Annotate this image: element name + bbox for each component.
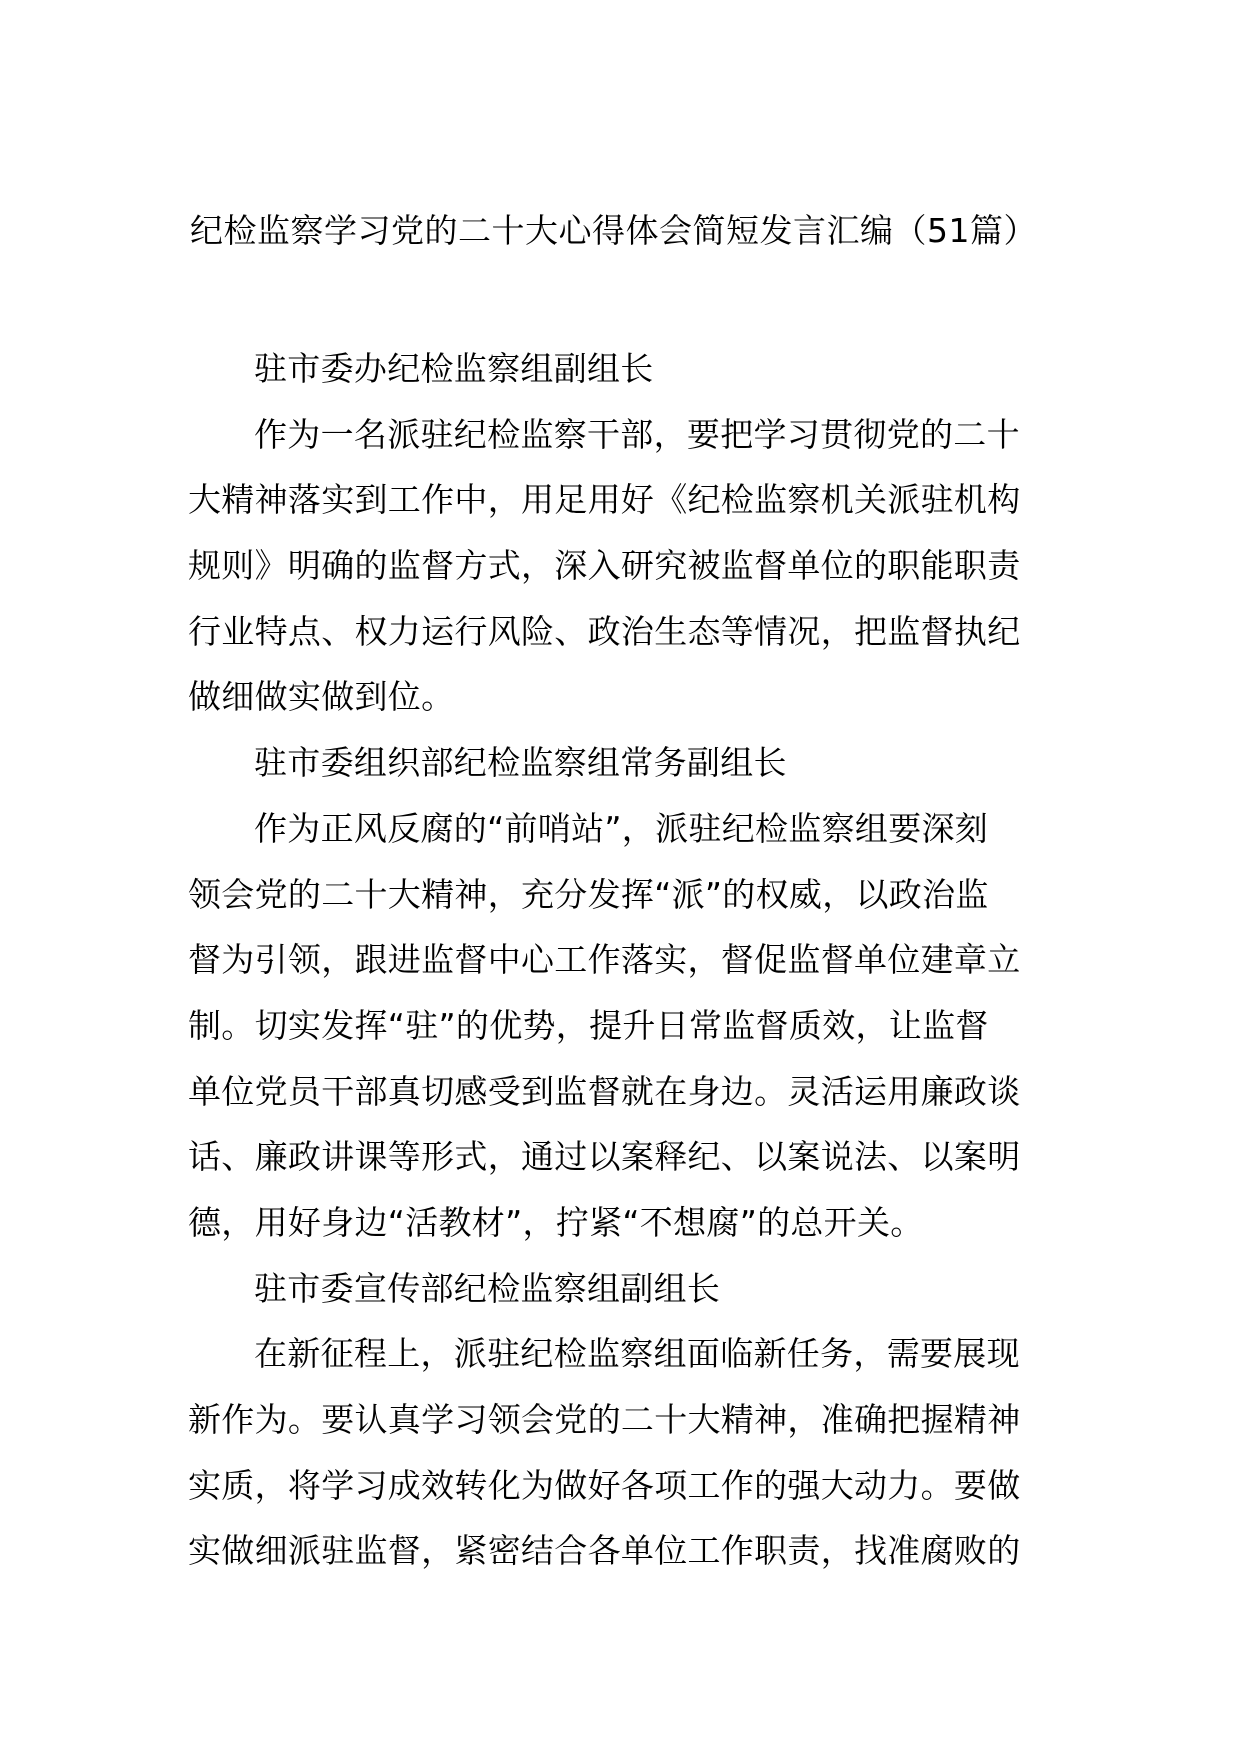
paragraph-line: 德，用好身边“活教材”，拧紧“不想腐”的总开关。	[188, 1202, 924, 1242]
paragraph-line: 领会党的二十大精神，充分发挥“派”的权威，以政治监	[188, 874, 989, 914]
paragraph-line: 新作为。要认真学习领会党的二十大精神，准确把握精神	[188, 1400, 1021, 1439]
paragraph-line: 督为引领，跟进监督中心工作落实，督促监督单位建章立	[188, 940, 1021, 980]
paragraph-line: 话、廉政讲课等形式，通过以案释纪、以案说法、以案明	[188, 1137, 1021, 1177]
paragraph-line: 在新征程上，派驻纪检监察组面临新任务，需要展现	[254, 1334, 1020, 1374]
paragraph-line: 作为正风反腐的“前哨站”，派驻纪检监察组要深刻	[254, 808, 989, 848]
paragraph-line: 大精神落实到工作中，用足用好《纪检监察机关派驻机构	[188, 480, 1021, 520]
document-body	[188, 336, 1058, 1584]
document-title: 纪检监察学习党的二十大心得体会简短发言汇编（51篇）	[190, 211, 1037, 250]
paragraph-line: 作为一名派驻纪检监察干部，要把学习贯彻党的二十	[254, 414, 1020, 454]
section-heading: 驻市委组织部纪检监察组常务副组长	[254, 743, 787, 783]
paragraph-line: 做细做实做到位。	[188, 677, 455, 717]
section-heading: 驻市委宣传部纪检监察组副组长	[254, 1268, 721, 1308]
section-heading: 驻市委办纪检监察组副组长	[254, 349, 654, 388]
paragraph-line: 单位党员干部真切感受到监督就在身边。灵活运用廉政谈	[188, 1071, 1021, 1111]
paragraph-line: 实做细派驻监督，紧密结合各单位工作职责，找准腐败的	[188, 1531, 1021, 1571]
paragraph-line: 规则》明确的监督方式，深入研究被监督单位的职能职责	[188, 546, 1021, 586]
paragraph-line: 制。切实发挥“驻”的优势，提升日常监督质效，让监督	[188, 1005, 989, 1045]
paragraph-line: 行业特点、权力运行风险、政治生态等情况，把监督执纪	[188, 611, 1021, 651]
paragraph-line: 实质，将学习成效转化为做好各项工作的强大动力。要做	[188, 1465, 1021, 1505]
